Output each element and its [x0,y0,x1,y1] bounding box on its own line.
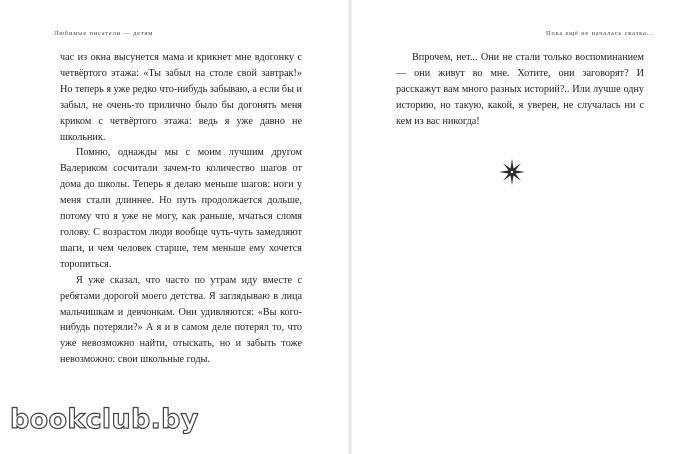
left-page-text [60,50,302,368]
right-page-text [396,50,644,130]
paragraph: час из окна высунется мама и крикнет мне вдогонку с четвёртого этажа: «Ты забыл на столе свой завтрак!» Но теперь я уже редко что-нибудь забываю, а если бы и забыл, не очень-то прилично было бы догонять меня криком с четвёртого этажа: ведь я уже давно не школьник. [60,52,302,143]
running-head-right: Пока ещё не началась сказка... [545,30,654,37]
watermark: bookclub.by [10,404,199,435]
paragraph: Впрочем, нет... Они не стали только воспоминанием — они живут во мне. Хотите, они заговорят? И расскажут вам много разных историй?.. Или лучше одну историю, но такую, какой, я уверен, не случалась ни с кем из вас никогда! [396,52,644,127]
paragraph: Помню, однажды мы с моим лучшим другом Валериком сосчитали зачем-то количество шагов от дома до школы. Теперь я делаю меньше шагов: ноги у меня стали длиннее. Но путь продолжается дольше, потому что я уже не могу, как раньше, мчаться сломя голову. С возрастом люди вообще чуть-чуть замедляют шаги, и чем человек старше, тем меньше ему хочется торопиться. [60,147,302,270]
star-ornament-icon [498,158,526,186]
paragraph: Я уже сказал, что часто по утрам иду вместе с ребятами дорогой моего детства. Я заглядываю в лица мальчишкам и девчонкам. Они удивляются: «Вы кого-нибудь потеряли?» А я и в самом деле потерял то, что уже невозможно найти, отыскать, но и забыть тоже невозможно: свои школьные годы. [60,274,302,366]
running-head-left: Любимые писатели — детям [54,30,154,37]
right-page [350,0,700,454]
